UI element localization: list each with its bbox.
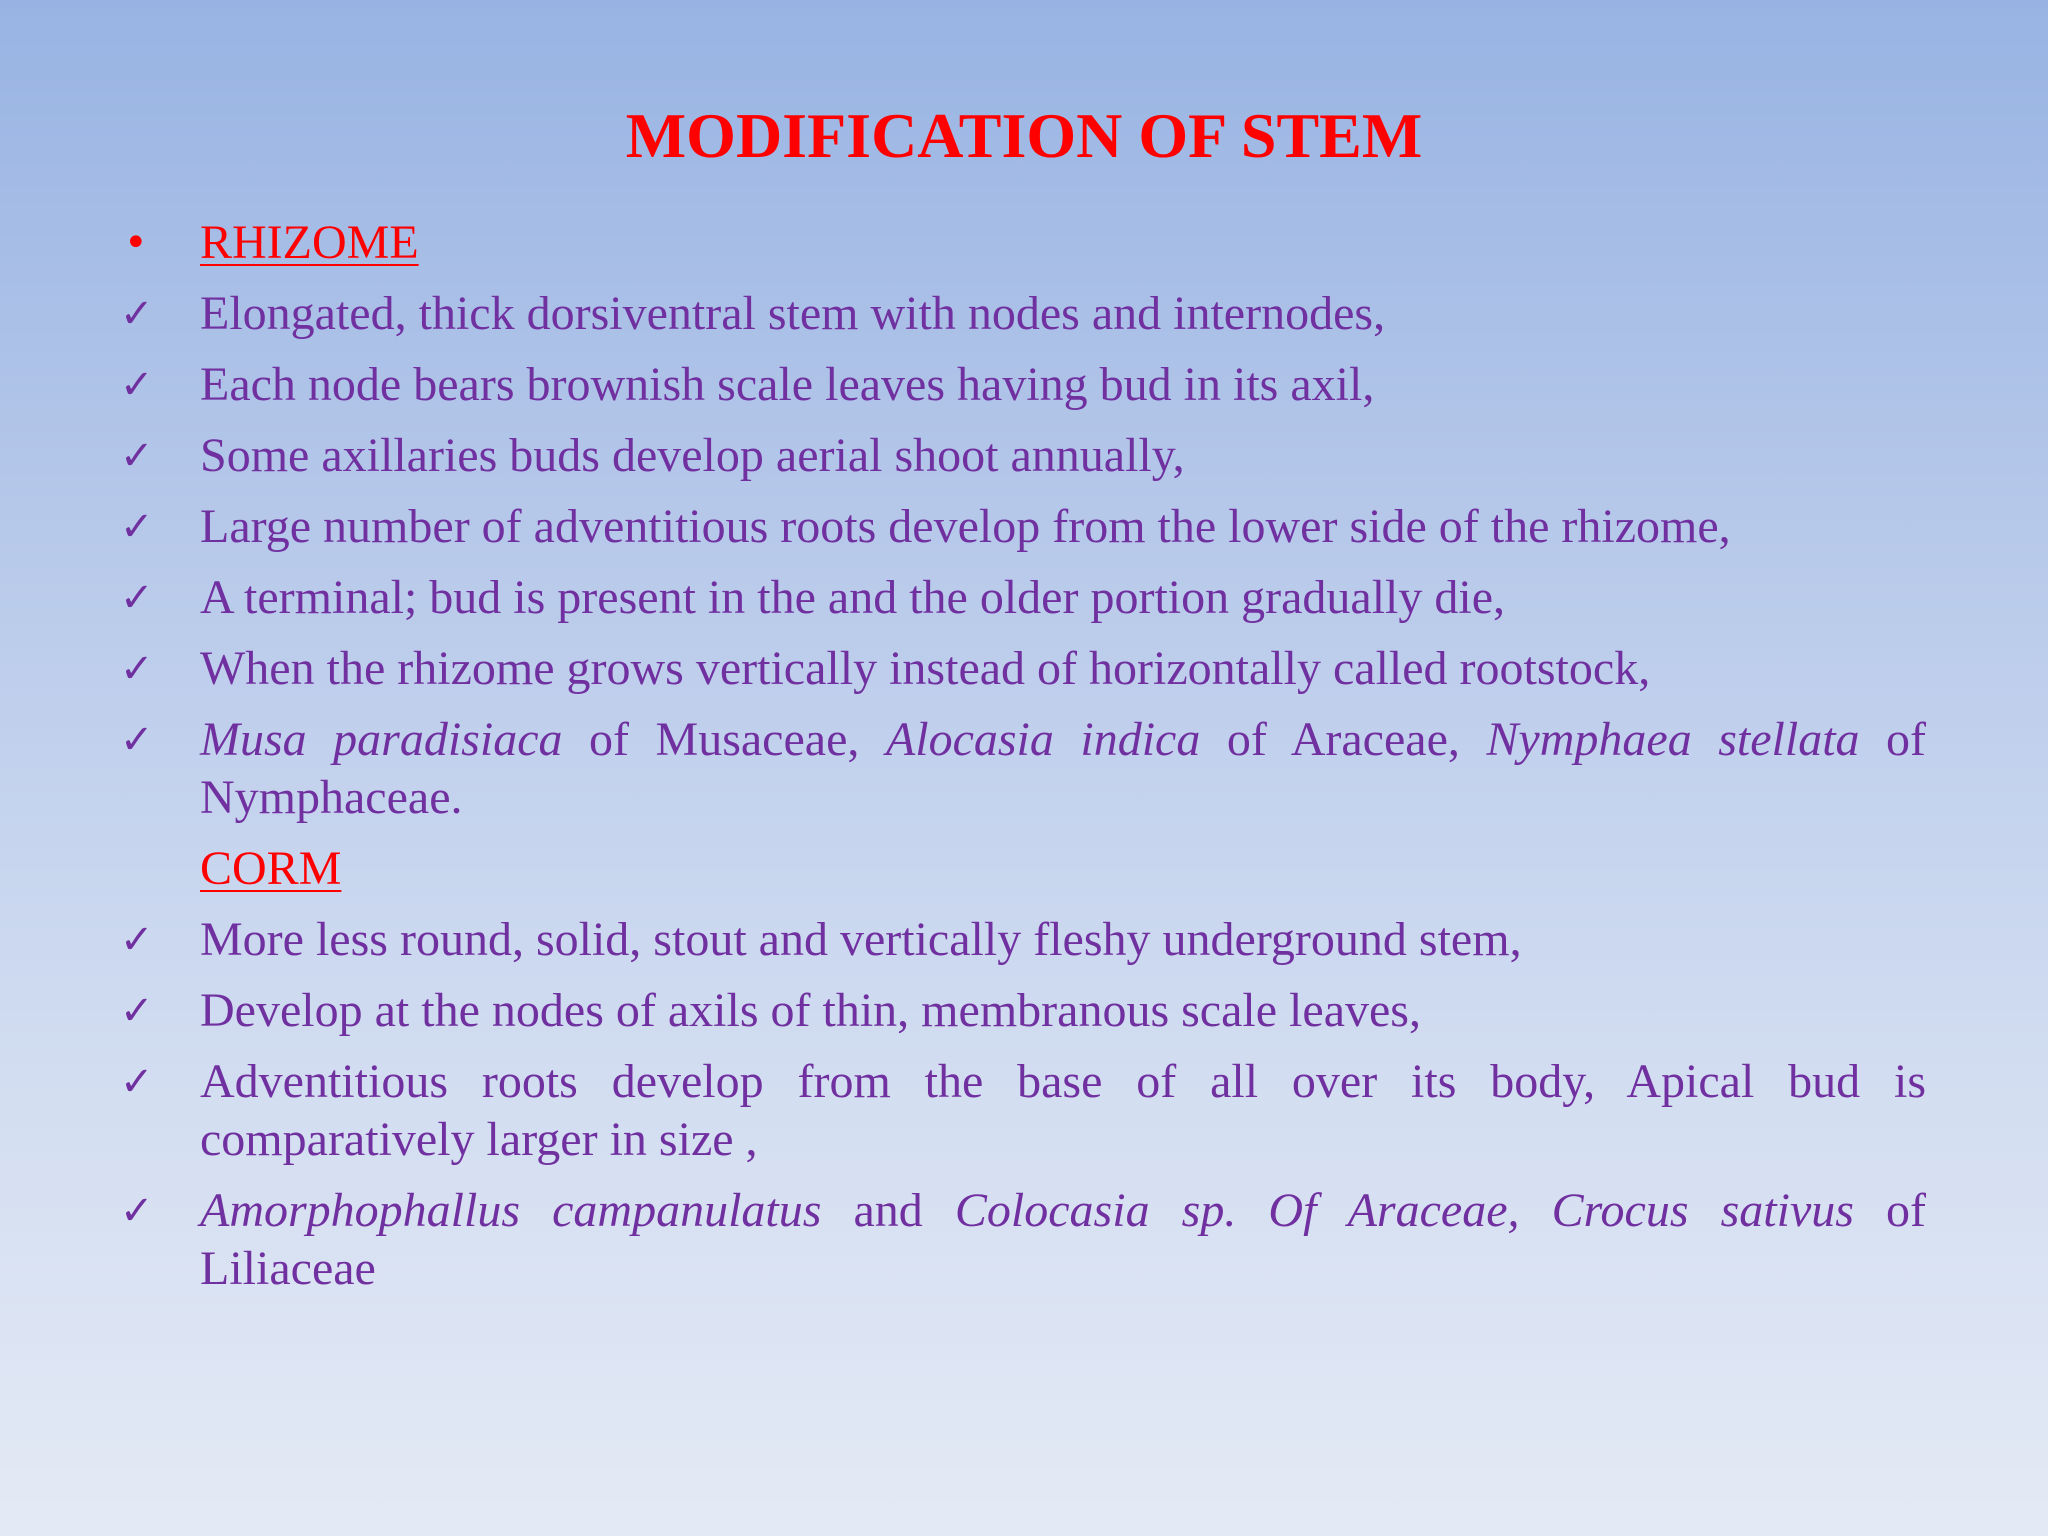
rhizome-heading-item xyxy=(120,214,1926,272)
corm-point-1: More less round, solid, stout and vertically fleshy underground stem, xyxy=(200,913,1522,966)
corm-heading: CORM xyxy=(200,842,342,895)
list-item xyxy=(120,911,1926,969)
list-item xyxy=(120,640,1926,698)
species-musa: Musa paradisiaca xyxy=(200,713,563,766)
family-text: of Liliaceae xyxy=(200,1184,1927,1295)
checkmark-icon: ✓ xyxy=(120,504,154,550)
list-item xyxy=(120,569,1926,627)
checkmark-icon: ✓ xyxy=(120,717,154,763)
connector-text: and xyxy=(821,1184,955,1237)
list-item xyxy=(120,427,1926,485)
family-text: of Nymphaceae. xyxy=(200,713,1927,824)
list-item xyxy=(120,1053,1926,1169)
species-nymphaea: Nymphaea stellata xyxy=(1486,713,1860,766)
rhizome-point-5: A terminal; bud is present in the and the older portion gradually die, xyxy=(200,571,1506,624)
slide-content xyxy=(120,214,1926,1311)
bullet-icon: • xyxy=(124,220,148,266)
checkmark-icon: ✓ xyxy=(120,1188,154,1234)
species-alocasia: Alocasia indica xyxy=(885,713,1201,766)
species-amorphophallus: Amorphophallus campanulatus xyxy=(200,1184,822,1237)
rhizome-point-4: Large number of adventitious roots develop from the lower side of the rhizome, xyxy=(200,500,1731,553)
rhizome-point-3: Some axillaries buds develop aerial shoot annually, xyxy=(200,429,1185,482)
list-item xyxy=(120,982,1926,1040)
checkmark-icon: ✓ xyxy=(120,988,154,1034)
corm-point-2: Develop at the nodes of axils of thin, membranous scale leaves, xyxy=(200,984,1421,1037)
corm-point-3: Adventitious roots develop from the base of all over its body, Apical bud is comparatively larger in size , xyxy=(200,1055,1926,1166)
checkmark-icon: ✓ xyxy=(120,575,154,621)
checkmark-icon: ✓ xyxy=(120,362,154,408)
family-text: of Musaceae, xyxy=(562,713,886,766)
rhizome-heading: RHIZOME xyxy=(200,216,419,269)
rhizome-point-1: Elongated, thick dorsiventral stem with nodes and internodes, xyxy=(200,287,1386,340)
list-item xyxy=(120,356,1926,414)
list-item xyxy=(120,285,1926,343)
rhizome-point-2: Each node bears brownish scale leaves having bud in its axil, xyxy=(200,358,1375,411)
corm-heading-item xyxy=(120,840,1926,898)
list-item xyxy=(120,498,1926,556)
checkmark-icon: ✓ xyxy=(120,433,154,479)
rhizome-examples-item xyxy=(120,711,1926,827)
rhizome-point-6: When the rhizome grows vertically instead of horizontally called rootstock, xyxy=(200,642,1651,695)
checkmark-icon: ✓ xyxy=(120,291,154,337)
species-colocasia-crocus: Colocasia sp. Of Araceae, Crocus sativus xyxy=(954,1184,1854,1237)
checkmark-icon: ✓ xyxy=(120,917,154,963)
checkmark-icon: ✓ xyxy=(120,1059,154,1105)
checkmark-icon: ✓ xyxy=(120,646,154,692)
family-text: of Araceae, xyxy=(1200,713,1487,766)
corm-examples-item xyxy=(120,1182,1926,1298)
slide-title: MODIFICATION OF STEM xyxy=(625,100,1423,171)
